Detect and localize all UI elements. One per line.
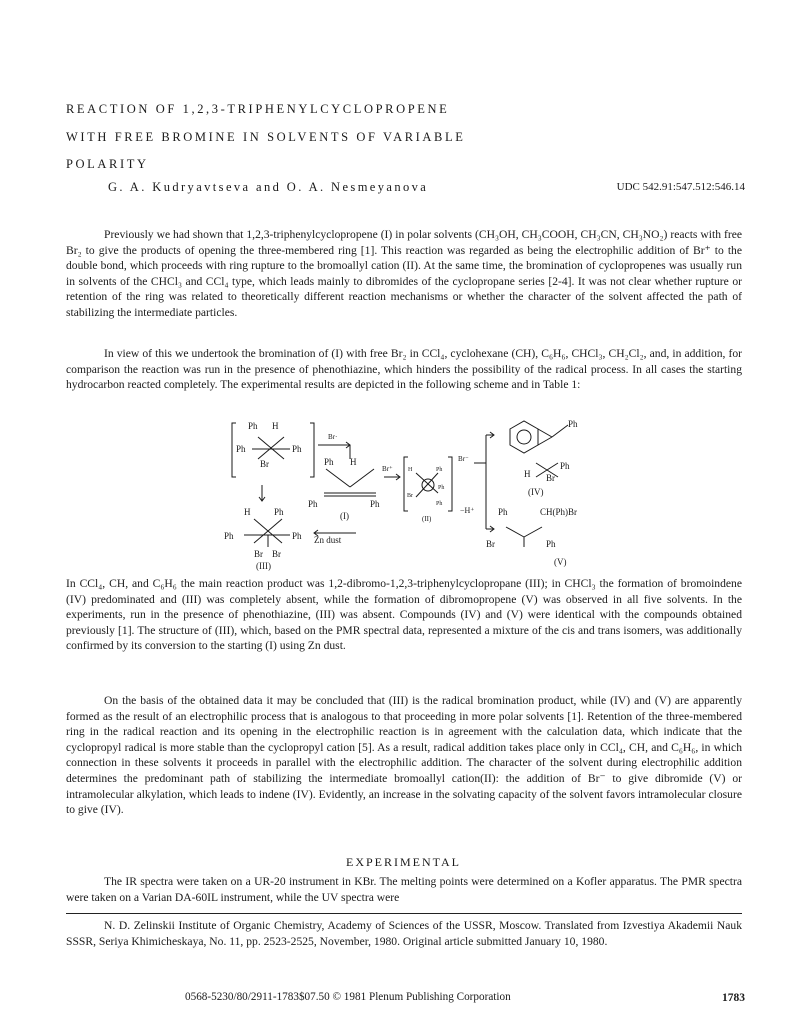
label-I: (I) <box>340 511 349 521</box>
label-IV: (IV) <box>528 487 544 497</box>
scheme-h-plus: −H⁺ <box>460 506 475 515</box>
scheme-ph: Ph <box>224 531 234 541</box>
scheme-ph: Ph <box>274 507 284 517</box>
label-II: (II) <box>422 515 432 523</box>
title-line-2: WITH FREE BROMINE IN SOLVENTS OF VARIABLE <box>66 129 466 144</box>
scheme-br-radical: Br· <box>328 433 338 441</box>
paragraph-bromination: In view of this we undertook the bromination of (I) with free Br₂ in CCl₄, cyclohexane (CH), C₆H₆, CHCl₃, CH₂Cl₂, and, in addition, for comparison the reaction was run in the presence of phenothiazine, which hinders the possibility of the radical process. In all cases the starting hydrocarbon reacted completely. The experimental results are depicted in the following scheme and in Table 1: <box>66 347 742 392</box>
scheme-br: Br <box>272 549 281 559</box>
scheme-br: Br <box>407 493 413 499</box>
scheme-ph: Ph <box>292 444 302 454</box>
scheme-ph: Ph <box>370 499 380 509</box>
udc-code: UDC 542.91:547.512:546.14 <box>616 181 745 193</box>
scheme-h: H <box>350 457 357 467</box>
copyright-line: 0568-5230/80/2911-1783$07.50 © 1981 Plenum Publishing Corporation <box>185 991 511 1003</box>
paragraph-intro: Previously we had shown that 1,2,3-triphenylcyclopropene (I) in polar solvents (CH₃OH, CH₃COOH, CH₃CN, CH₃NO₂) reacts with free Br₂ to give the products of opening the three-membered ring [1]. This reaction was regarded as being the electrophilic addition of Br⁺ to the double bond, which proceeds with ring rupture to the bromoallyl cation (II). At the same time, the bromination of cyclopropenes was usually run in solvents of the CHCl₃ and CCl₄ type, which leads mainly to dibromides of the cyclopropane series [2-4]. It was not clear whether rupture or retention of the ring was related to theoretically different reaction mechanisms or whether the character of the solvent affected the path of stabilizing the intermediate particles. <box>66 228 742 319</box>
scheme-ph: Ph <box>436 501 443 507</box>
reaction-scheme <box>224 415 624 575</box>
scheme-br-plus: Br⁺ <box>382 465 393 473</box>
scheme-zn-dust: Zn dust <box>314 535 342 545</box>
label-III: (III) <box>256 561 271 571</box>
scheme-ch-ph-br: CH(Ph)Br <box>540 507 578 517</box>
scheme-h: H <box>244 507 251 517</box>
article-title <box>66 96 586 179</box>
paragraph-experimental: The IR spectra were taken on a UR-20 instrument in KBr. The melting points were determined on a Kofler apparatus. The PMR spectra were taken on a Varian DA-60IL instrument, while the UV spectra were <box>66 875 742 904</box>
scheme-ph: Ph <box>324 457 334 467</box>
scheme-ph: Ph <box>438 485 445 491</box>
scheme-br: Br <box>546 473 555 483</box>
scheme-ph: Ph <box>546 539 556 549</box>
affiliation-footnote: N. D. Zelinskii Institute of Organic Chemistry, Academy of Sciences of the USSR, Moscow. Translated from Izvestiya Akademii Nauk SSSR, Seriya Khimicheskaya, No. 11, pp. 2523-2525, November, 1980. Original article submitted January 10, 1980. <box>66 919 742 948</box>
scheme-h: H <box>272 421 279 431</box>
author-line: G. A. Kudryavtseva and O. A. Nesmeyanova <box>108 180 429 194</box>
scheme-ph: Ph <box>560 461 570 471</box>
title-line-3: POLARITY <box>66 157 149 171</box>
scheme-ph: Ph <box>292 531 302 541</box>
page-number: 1783 <box>722 992 745 1004</box>
scheme-br: Br <box>254 549 263 559</box>
scheme-ph: Ph <box>498 507 508 517</box>
paragraph-results: In CCl₄, CH, and C₆H₆ the main reaction product was 1,2-dibromo-1,2,3-triphenylcyclopropane (III); in CHCl₃ the formation of bromoindene (IV) predominated and (III) was completely absent, while the formation of dibromopropene (V) was observed in all five solvents. In the experiments, run in the presence of phenothiazine, (III) was absent. Compounds (IV) and (V) were identical with the compounds obtained previously [1]. The structure of (III), which, based on the PMR spectral data, represented a mixture of the cis and trans isomers, was additionally confirmed by its conversion to the starting (I) using Zn dust. <box>66 577 742 653</box>
scheme-br-minus: Br⁻ <box>458 455 469 463</box>
title-line-1: REACTION OF 1,2,3-TRIPHENYLCYCLOPROPENE <box>66 102 450 116</box>
scheme-h: H <box>524 469 531 479</box>
scheme-ph: Ph <box>568 419 578 429</box>
scheme-br: Br <box>486 539 495 549</box>
scheme-ph: Ph <box>436 467 443 473</box>
scheme-ph: Ph <box>308 499 318 509</box>
paragraph-discussion: On the basis of the obtained data it may be concluded that (III) is the radical bromination product, while (IV) and (V) are apparently formed as the result of an electrophilic process that is analogous to that proceeding in more polar solvents [1]. Retention of the three-membered ring in the radical reaction and its opening in the electrophilic reaction is in agreement with the calculation data, which indicate that the cyclopropyl radical is more stable than the cyclopropyl cation [5]. As a result, radical addition takes place only in CCl₄, CH, and C₆H₆, in which connection in these solvents it proceeds in parallel with the electrophilic addition. The character of the solvent during electrophilic addition determines the predominant path of stabilizing the intermediate bromoallyl cation(II): the addition of Br⁻ to give dibromide (V) or intramolecular alkylation, which leads to indene (IV). Evidently, an increase in the solvating capacity of the solvent favors intramolecular closure to give (IV). <box>66 694 742 817</box>
experimental-heading: EXPERIMENTAL <box>345 855 462 869</box>
scheme-br: Br <box>260 459 269 469</box>
footnote-rule <box>66 913 742 914</box>
scheme-ph: Ph <box>236 444 246 454</box>
scheme-ph: Ph <box>248 421 258 431</box>
label-V: (V) <box>554 557 567 567</box>
scheme-h: H <box>408 467 413 473</box>
